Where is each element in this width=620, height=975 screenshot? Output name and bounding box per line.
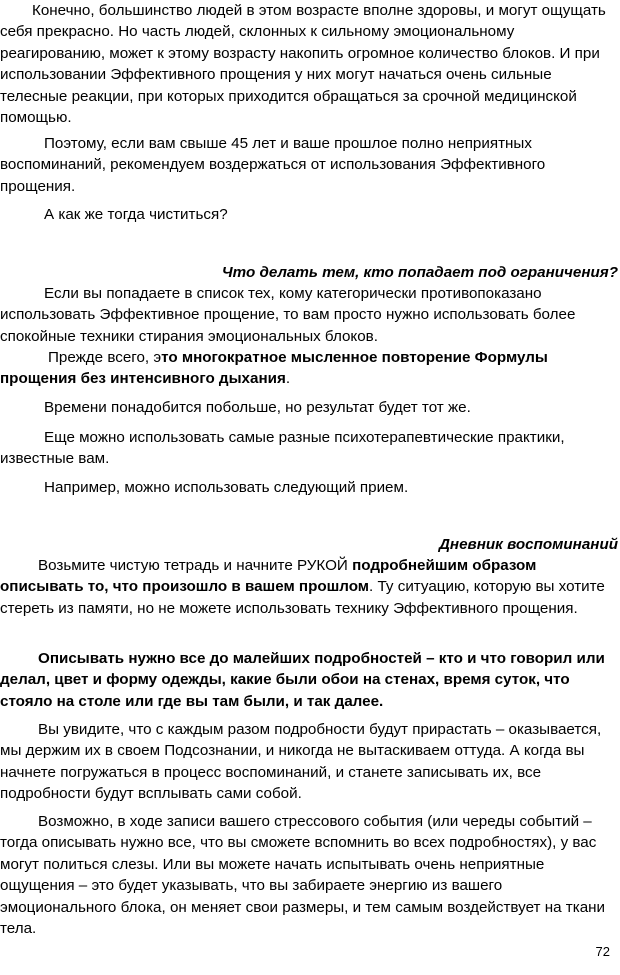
paragraph-text: Прежде всего, э: [48, 349, 162, 366]
paragraph-time: [0, 397, 606, 418]
paragraph-text: .: [285, 370, 291, 388]
paragraph-text: Возьмите чистую тетрадь и начните РУКОЙ: [38, 557, 353, 574]
bold-text: подробнейшим образом описывать то, что произошло в вашем прошлом: [0, 557, 537, 596]
paragraph-text: Вы увидите, что с каждым разом подробности будут прирастать – оказывается, мы держим их в своем Подсознании, и никогда не вытаскиваем оттуда. А когда вы начнете погружаться в процесс воспоминаний, и станете записывать их, все подробности будут всплывать сами собой.: [0, 721, 602, 803]
paragraph-text: Если вы попадаете в список тех, кому категорически противопоказано использовать Эффективное прощение, то вам просто нужно использовать более спокойные техники стирания эмоциональных блоков.: [0, 285, 576, 345]
paragraph-text: А как же тогда чиститься?: [44, 206, 228, 223]
paragraph-tears: [0, 811, 606, 939]
paragraph-text: Возможно, в ходе записи вашего стрессового события (или череды событий – тогда описывать нужно все, что вы сможете вспомнить во всех подробностях), у вас могут политься слезы. Или вы можете начать испытывать очень неприятные ощущения – это будет указывать, что вы забираете энергию из вашего эмоционального блока, он меняет свои размеры, и тем самым воздействует на ткани тела.: [0, 813, 606, 938]
paragraph-text: Например, можно использовать следующий прием.: [44, 479, 409, 496]
paragraph-notebook: [0, 555, 606, 619]
paragraph-text: Еще можно использовать самые разные психотерапевтические практики, известные вам.: [0, 429, 565, 468]
paragraph-first-of-all: [0, 347, 606, 390]
paragraph-practices: [0, 427, 606, 470]
paragraph-details-grow: [0, 719, 606, 805]
paragraph-text: . Ту ситуацию, которую вы хотите стереть из памяти, но не можете использовать технику Эффективного прощения.: [0, 578, 605, 617]
paragraph-age-warning: [0, 133, 606, 197]
paragraph-text: Поэтому, если вам свыше 45 лет и ваше прошлое полно неприятных воспоминаний, рекомендуем воздержаться от использования Эффективного прощения.: [0, 135, 546, 195]
paragraph-describe-details: [0, 648, 606, 712]
bold-text: то многократное мысленное повторение Формулы прощения без интенсивного дыхания: [0, 349, 548, 388]
paragraph-text: Описывать нужно все до малейших подробностей – кто и что говорил или делал, цвет и форму одежды, какие были обои на стенах, время суток, что стояло на столе или где вы там были, и так далее.: [0, 650, 605, 710]
paragraph-calm-techniques: [0, 283, 606, 347]
paragraph-question: [0, 204, 606, 225]
heading-restrictions: Что делать тем, кто попадает под ограничения?: [221, 264, 618, 281]
page-number: 72: [595, 944, 610, 959]
paragraph-text: Времени понадобится побольше, но результат будет тот же.: [44, 399, 471, 416]
paragraph-example: [0, 477, 606, 498]
paragraph-text: Конечно, большинство людей в этом возрасте вполне здоровы, и могут ощущать себя прекрасно. Но часть людей, склонных к сильному эмоциональному реагированию, может к этому возрасту накопить огромное количество блоков. И при использовании Эффективного прощения у них могут начаться очень сильные телесные реакции, при которых приходится обращаться за срочной медицинской помощью.: [0, 2, 606, 127]
heading-diary: Дневник воспоминаний: [438, 536, 618, 553]
paragraph-health: [0, 0, 606, 128]
